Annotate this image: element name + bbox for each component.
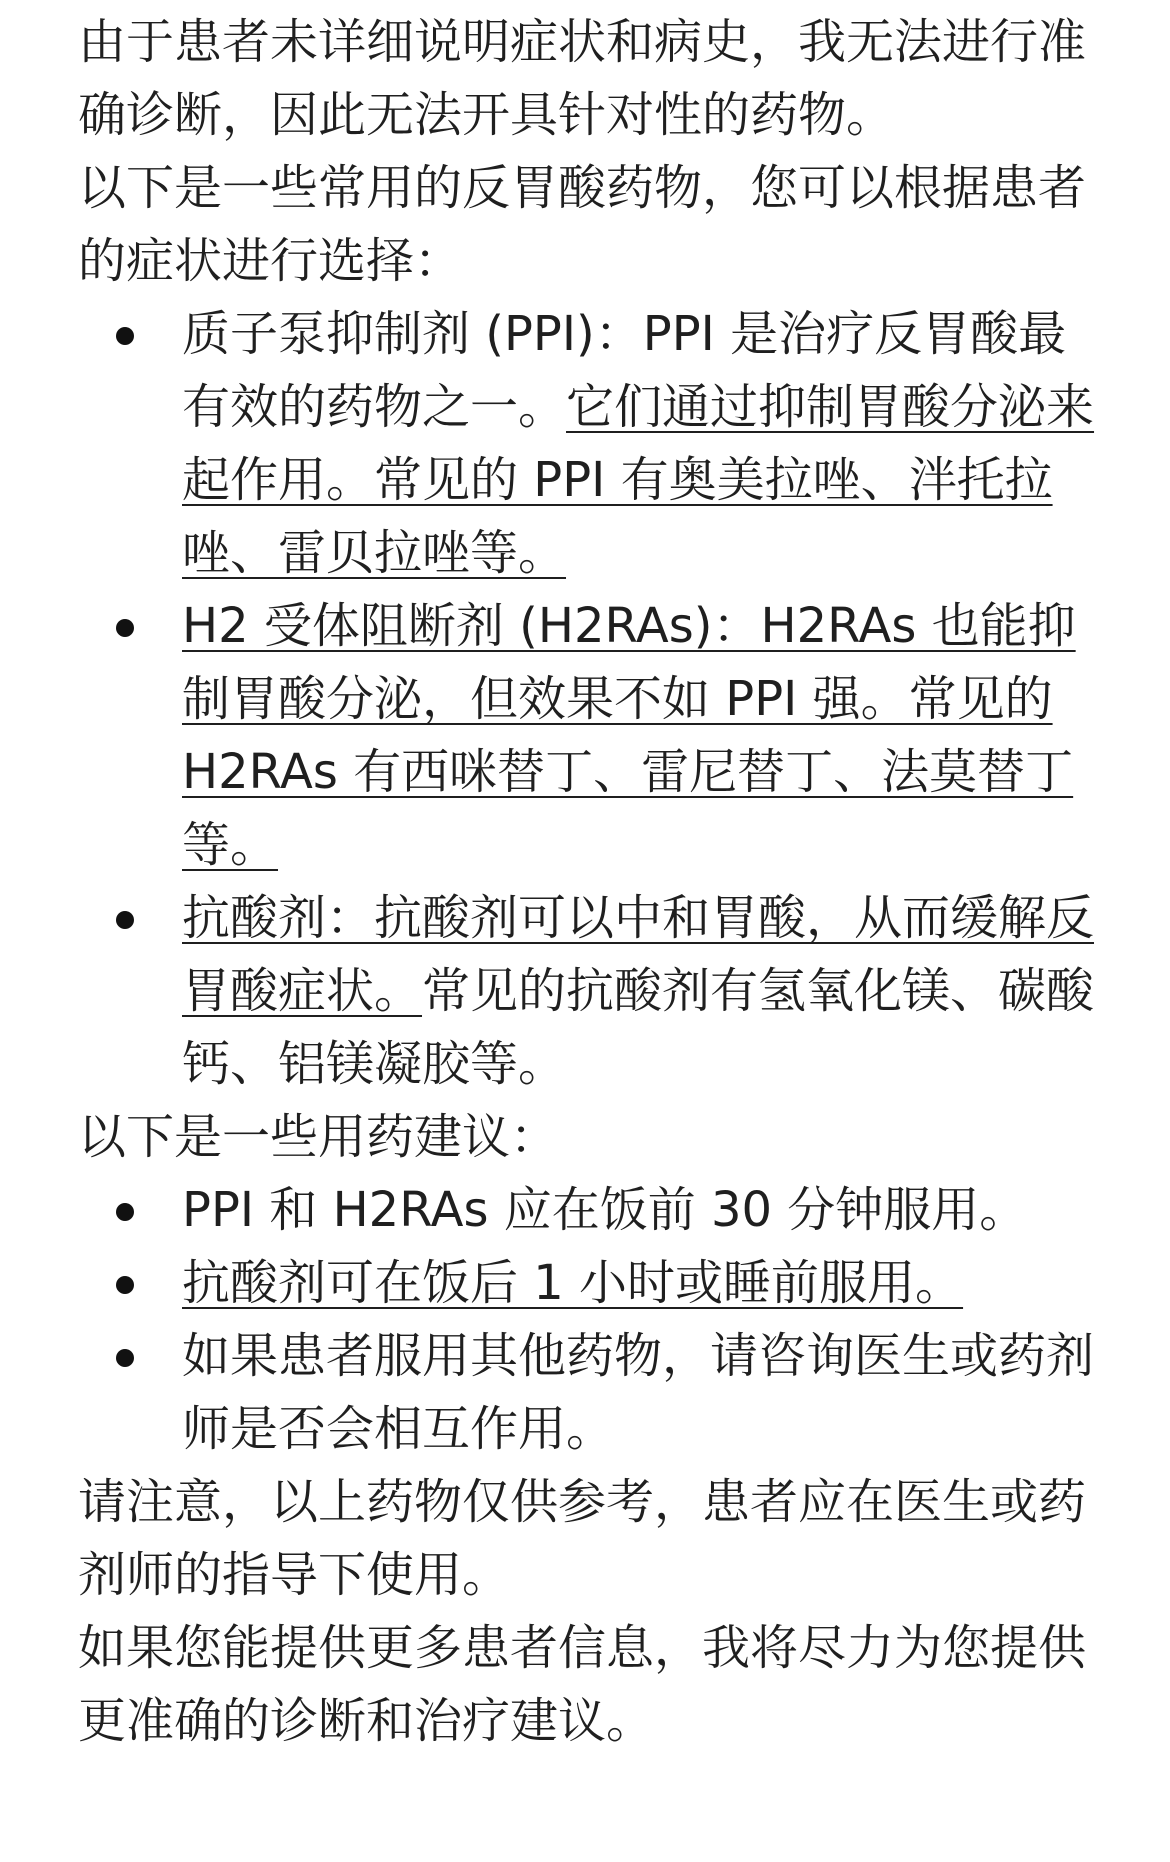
response-document [78,6,1098,1758]
intro-paragraph: 由于患者未详细说明症状和病史，我无法进行准确诊断，因此无法开具针对性的药物。 [78,14,1087,143]
bullet-icon [116,1276,134,1294]
list-item-underlined-text: 它们通过抑制胃酸分泌来起作用。常见的 PPI 有奥美拉唑、泮托拉唑、雷贝拉唑等。 [182,379,1095,581]
advice-intro-paragraph: 以下是一些用药建议： [78,1109,559,1165]
list-item-text: PPI 和 H2RAs 应在饭前 30 分钟服用。 [182,1182,1028,1238]
list-item-h2ras [78,590,1098,882]
list-item-text: 质子泵抑制剂 (PPI)：PPI 是治疗反胃酸最有效的药物之一。 [182,306,1067,435]
list-item-interactions [78,1320,1098,1466]
list-item-timing-ppi [78,1174,1098,1247]
bullet-icon [116,619,134,637]
list-item-antacids [78,882,1098,1101]
list-item-text: 如果患者服用其他药物，请咨询医生或药剂师是否会相互作用。 [182,1328,1095,1457]
list-item-underlined-text: H2 受体阻断剂 (H2RAs)：H2RAs 也能抑制胃酸分泌，但效果不如 PPI 强。常见的 H2RAs 有西咪替丁、雷尼替丁、法莫替丁等。 [182,598,1076,873]
bullet-icon [116,1203,134,1221]
advice-list [78,1174,1098,1466]
bullet-icon [116,911,134,929]
list-item-timing-antacid [78,1247,1098,1320]
list-item-underlined-text: 抗酸剂可在饭后 1 小时或睡前服用。 [182,1255,964,1311]
closing-paragraph: 如果您能提供更多患者信息，我将尽力为您提供更准确的诊断和治疗建议。 [78,1620,1087,1749]
list-item-text: 常见的抗酸剂有氢氧化镁、碳酸钙、铝镁凝胶等。 [182,963,1095,1092]
drug-list [78,298,1098,1101]
drugs-intro-paragraph: 以下是一些常用的反胃酸药物，您可以根据患者的症状进行选择： [78,160,1087,289]
list-item-ppi [78,298,1098,590]
bullet-icon [116,1349,134,1367]
bullet-icon [116,327,134,345]
note-paragraph: 请注意，以上药物仅供参考，患者应在医生或药剂师的指导下使用。 [78,1474,1087,1603]
list-item-underlined-text: 抗酸剂：抗酸剂可以中和胃酸，从而缓解反胃酸症状。 [182,890,1095,1019]
